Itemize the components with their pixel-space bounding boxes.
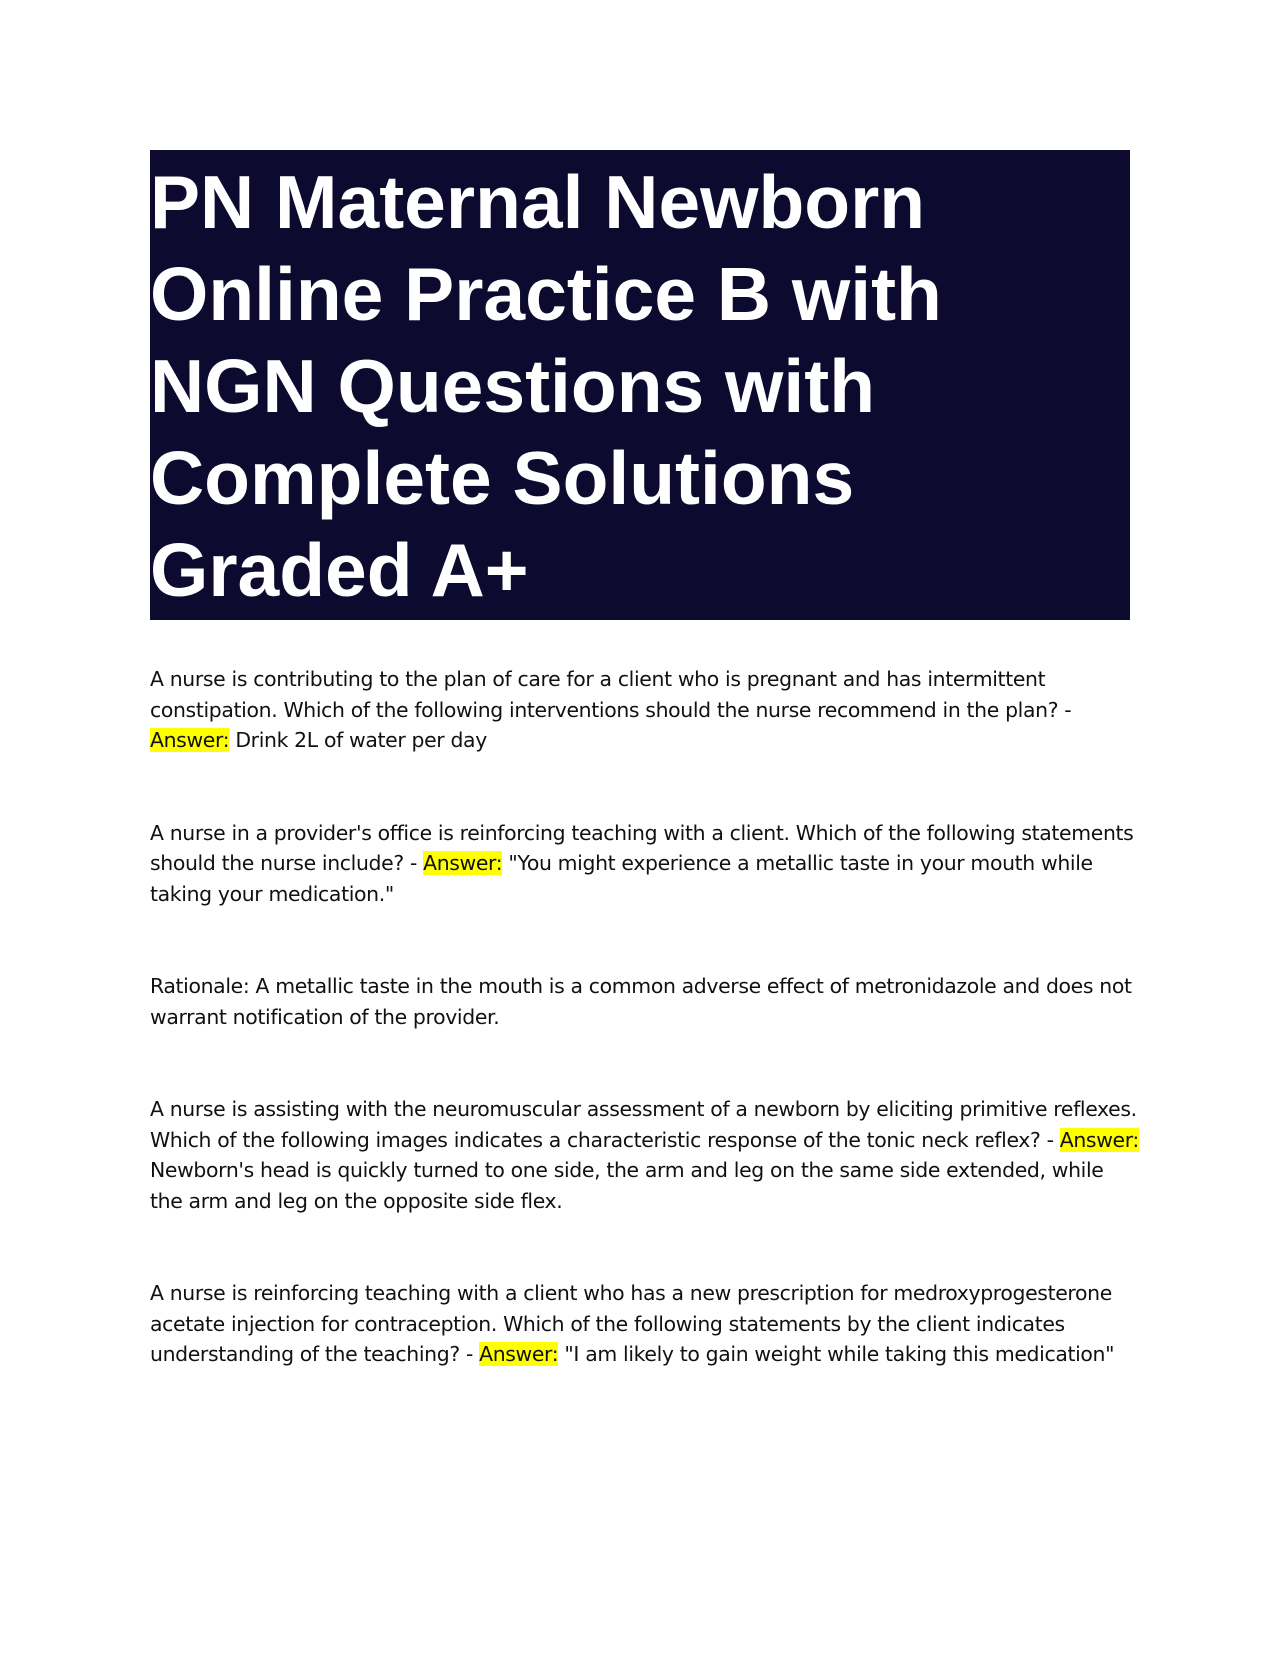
answer-1-label: Answer: (150, 728, 230, 752)
question-1 (150, 664, 1140, 756)
question-1-text: A nurse is contributing to the plan of care for a client who is pregnant and has intermittent constipation. Which of the following interventions should the nurse recommend in the plan? - (150, 667, 1072, 722)
answer-3-text: Newborn's head is quickly turned to one side, the arm and leg on the same side extended, while the arm and leg on the opposite side flex. (150, 1158, 1104, 1213)
title-banner (150, 150, 1130, 620)
answer-4-text: "I am likely to gain weight while taking this medication" (564, 1342, 1115, 1366)
question-4-text: A nurse is reinforcing teaching with a client who has a new prescription for medroxyprogesterone acetate injection for contraception. Which of the following statements by the client indicates understanding of the teaching? - (150, 1281, 1112, 1366)
answer-2-label: Answer: (423, 851, 503, 875)
question-4 (150, 1278, 1140, 1370)
question-2 (150, 818, 1140, 910)
question-3 (150, 1094, 1140, 1216)
question-2-text: A nurse in a provider's office is reinforcing teaching with a client. Which of the following statements should the nurse include? - (150, 820, 1134, 875)
answer-1-text: Drink 2L of water per day (235, 728, 487, 752)
answer-2-text: "You might experience a metallic taste in your mouth while taking your medication." (150, 851, 1093, 906)
answer-3-label: Answer: (1059, 1127, 1139, 1152)
question-3-text: A nurse is assisting with the neuromuscular assessment of a newborn by eliciting primitive reflexes. Which of the following images indicates a characteristic response of the tonic neck reflex? - (150, 1097, 1137, 1152)
document-title: PN Maternal Newborn Online Practice B with NGN Questions with Complete Solutions Graded A+ (150, 160, 942, 612)
answer-4-label: Answer: (479, 1342, 559, 1366)
document-body (150, 664, 1140, 1370)
rationale-2: Rationale: A metallic taste in the mouth is a common adverse effect of metronidazole and does not warrant notification of the provider. (150, 974, 1132, 1029)
